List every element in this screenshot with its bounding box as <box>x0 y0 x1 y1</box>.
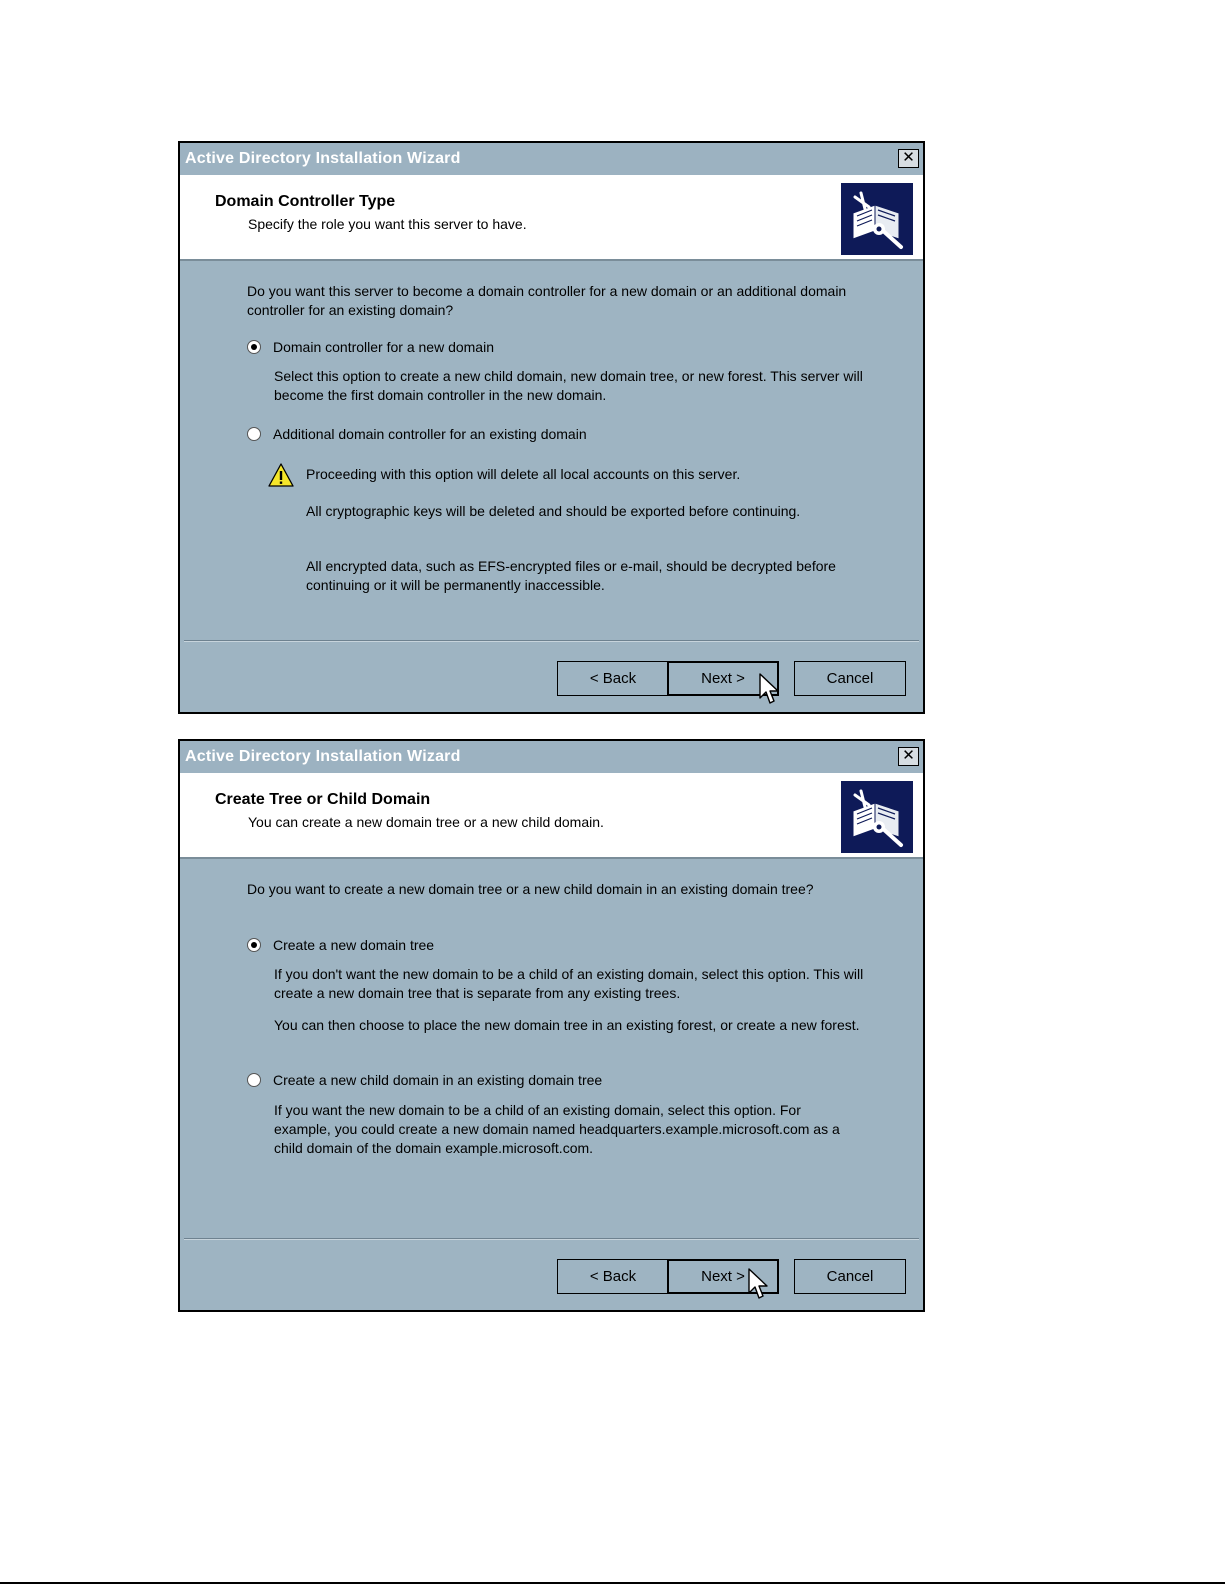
warning-icon <box>268 463 294 487</box>
question-text: Do you want to create a new domain tree or a new child domain in an existing domain tree? <box>247 881 814 897</box>
warning-text: All encrypted data, such as EFS-encrypted files or e-mail, should be decrypted before continuing or it will be permanently inaccessible. <box>306 558 836 593</box>
cancel-button[interactable]: Cancel <box>794 661 906 696</box>
window-title: Active Directory Installation Wizard <box>180 741 923 773</box>
window-title: Active Directory Installation Wizard <box>180 143 923 175</box>
radio-label: Domain controller for a new domain <box>273 339 494 355</box>
radio-label: Additional domain controller for an existing domain <box>273 426 587 442</box>
back-button[interactable]: < Back <box>557 661 669 696</box>
option-description: If you don't want the new domain to be a child of an existing domain, select this option. This will create a new domain tree that is separate from any existing trees. <box>274 966 864 1001</box>
page-bottom-rule <box>0 1582 1225 1584</box>
directory-book-icon <box>841 183 913 255</box>
close-icon: ✕ <box>902 747 915 764</box>
radio-button[interactable] <box>247 427 261 441</box>
wizard-header <box>180 773 923 859</box>
warning-text: Proceeding with this option will delete all local accounts on this server. <box>306 466 741 482</box>
wizard-header <box>180 175 923 261</box>
close-button[interactable] <box>898 149 919 168</box>
footer-divider <box>184 640 919 642</box>
radio-new-child-domain[interactable] <box>247 1072 602 1088</box>
page-subtitle: Specify the role you want this server to have. <box>248 216 527 232</box>
radio-button[interactable] <box>247 1073 261 1087</box>
next-button[interactable]: Next > <box>667 1259 779 1294</box>
close-button[interactable] <box>898 747 919 766</box>
radio-button-selected[interactable] <box>247 938 261 952</box>
radio-label: Create a new child domain in an existing domain tree <box>273 1072 603 1088</box>
mouse-pointer-icon <box>759 673 781 707</box>
back-button[interactable]: < Back <box>557 1259 669 1294</box>
page-title: Create Tree or Child Domain <box>215 791 431 808</box>
page-title: Domain Controller Type <box>215 193 396 210</box>
next-button[interactable]: Next > <box>667 661 779 696</box>
page-subtitle: You can create a new domain tree or a new child domain. <box>248 814 604 830</box>
option-description: Select this option to create a new child domain, new domain tree, or new forest. This server will become the first domain controller in the new domain. <box>274 368 863 403</box>
wizard-dialog-domain-controller-type <box>178 141 925 714</box>
option-description: You can then choose to place the new domain tree in an existing forest, or create a new forest. <box>274 1017 860 1033</box>
radio-new-domain[interactable] <box>247 339 494 355</box>
radio-additional-domain-controller[interactable] <box>247 426 587 442</box>
warning-text: All cryptographic keys will be deleted and should be exported before continuing. <box>306 503 801 519</box>
wizard-dialog-create-tree-or-child <box>178 739 925 1312</box>
cancel-button[interactable]: Cancel <box>794 1259 906 1294</box>
close-icon: ✕ <box>902 149 915 166</box>
radio-label: Create a new domain tree <box>273 937 435 953</box>
mouse-pointer-icon <box>748 1268 770 1302</box>
footer-divider <box>184 1238 919 1240</box>
radio-new-domain-tree[interactable] <box>247 937 434 953</box>
radio-button-selected[interactable] <box>247 340 261 354</box>
directory-book-icon <box>841 781 913 853</box>
question-text: Do you want this server to become a domain controller for a new domain or an additional domain controller for an existing domain? <box>247 283 847 318</box>
option-description: If you want the new domain to be a child of an existing domain, select this option. For example, you could create a new domain named headquarters.example.microsoft.com as a child domain of the domain example.microsoft.com. <box>274 1102 840 1156</box>
